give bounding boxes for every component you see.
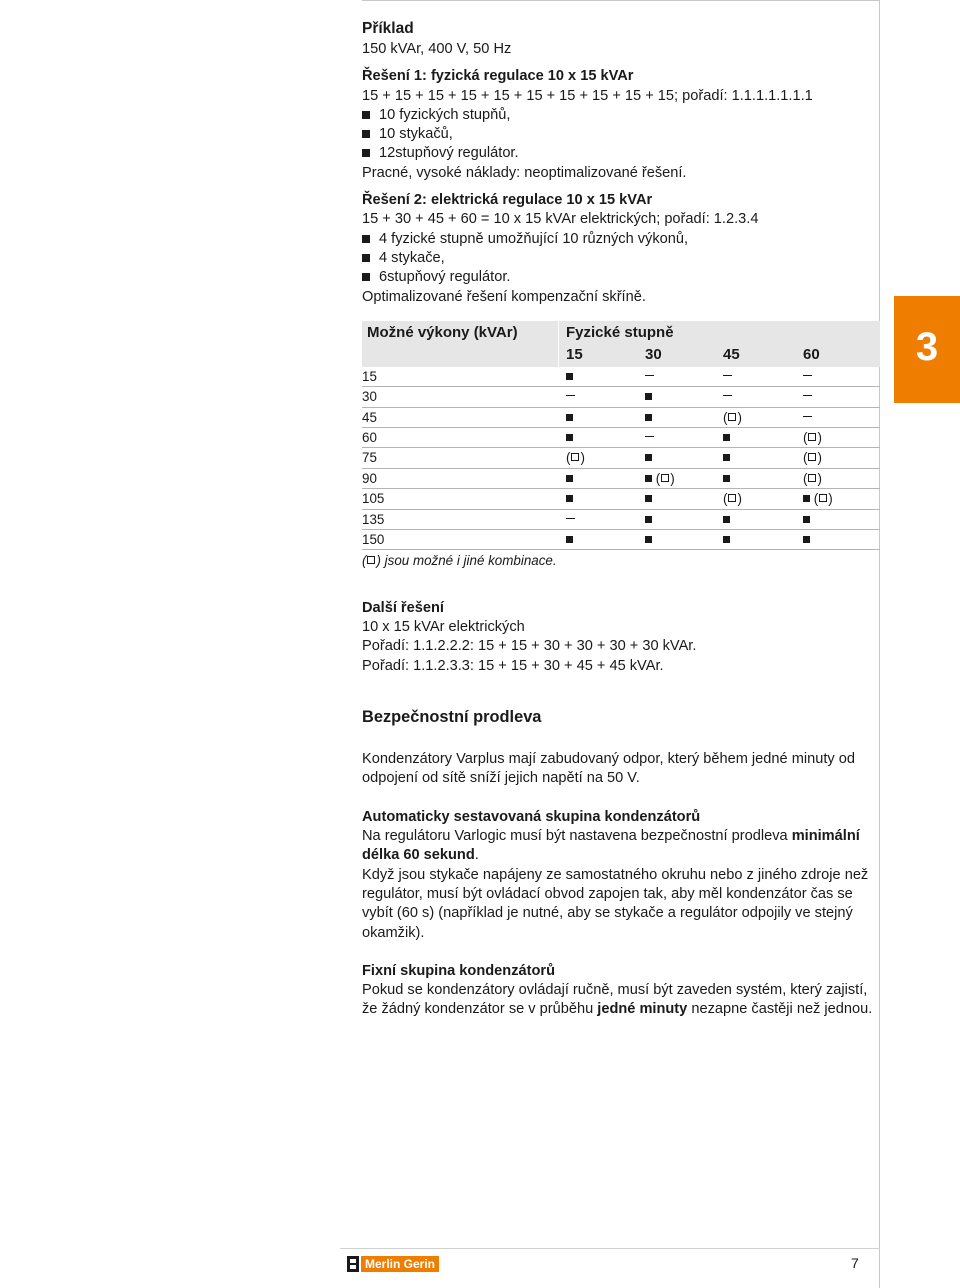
filled-square-icon (645, 536, 652, 543)
dash-icon (645, 436, 654, 437)
filled-square-icon (723, 475, 730, 482)
solution2-bullet: 6stupňový regulátor. (362, 268, 880, 287)
table-row (362, 448, 880, 468)
open-square-icon (571, 453, 579, 461)
solution1-bullet: 12stupňový regulátor. (362, 144, 880, 163)
stage-cell (645, 387, 652, 406)
row-power-value: 105 (362, 491, 385, 507)
stage-cell: ( ) (803, 450, 822, 466)
filled-square-icon (566, 434, 573, 441)
fixed-title: Fixní skupina kondenzátorů (362, 962, 555, 979)
stage-cell (645, 408, 652, 427)
stage-header: 60 (803, 345, 820, 363)
filled-square-icon (723, 536, 730, 543)
filled-square-icon (803, 536, 810, 543)
row-power-value: 45 (362, 409, 377, 425)
table-row (362, 530, 880, 550)
filled-square-icon (566, 495, 573, 502)
dash-icon (723, 395, 732, 396)
filled-square-icon (723, 454, 730, 461)
stage-cell: ( ) (803, 430, 822, 446)
stage-header: 30 (645, 345, 662, 363)
open-square-icon (728, 413, 736, 421)
stage-cell (723, 428, 730, 447)
filled-square-icon (723, 434, 730, 441)
dash-icon (645, 375, 654, 376)
filled-square-icon (645, 516, 652, 523)
dash-icon (723, 375, 732, 376)
stage-cell (566, 510, 575, 529)
filled-square-icon (723, 516, 730, 523)
stage-cell: ( ) (723, 409, 742, 425)
row-power-value: 75 (362, 450, 377, 466)
stage-cell (803, 530, 810, 549)
row-power-value: 150 (362, 531, 385, 547)
filled-square-icon (566, 414, 573, 421)
solution2-note: Optimalizované řešení kompenzační skříně. (362, 288, 646, 305)
auto-text-1b: minimální délka 60 sekund (362, 828, 860, 864)
other-line: Pořadí: 1.1.2.3.3: 15 + 15 + 30 + 45 + 45 kVAr. (362, 657, 664, 674)
col-header-stages: Fyzické stupně (566, 323, 674, 341)
open-square-icon (808, 453, 816, 461)
stage-cell (723, 510, 730, 529)
open-square-icon (728, 494, 736, 502)
dash-icon (803, 375, 812, 376)
open-square-icon (367, 556, 375, 564)
row-power-value: 30 (362, 389, 377, 405)
open-square-icon (661, 474, 669, 482)
row-power-value: 90 (362, 470, 377, 486)
chapter-tab-number: 3 (915, 325, 939, 369)
stage-cell (566, 428, 573, 447)
row-power-value: 135 (362, 511, 385, 527)
fixed-text-a: Pokud se kondenzátory ovládají ručně, musí být zaveden systém, který zajistí, že žádný kondenzátor se v průběhu (362, 982, 868, 1018)
stage-cell (645, 489, 652, 508)
fixed-text-b: jedné minuty (597, 1001, 688, 1018)
stages-table (362, 321, 880, 571)
solution1-bullet: 10 stykačů, (362, 125, 880, 144)
dash-icon (803, 416, 812, 417)
stage-cell (645, 428, 654, 447)
open-square-icon (808, 474, 816, 482)
stage-cell (566, 530, 573, 549)
solution2-bullet: 4 fyzické stupně umožňující 10 různých výkonů, (362, 230, 880, 249)
table-row (362, 510, 880, 530)
auto-text-1a: Na regulátoru Varlogic musí být nastavena bezpečnostní prodleva (362, 828, 792, 845)
auto-text-1 (362, 827, 880, 866)
table-row (362, 367, 880, 387)
auto-text-1c: . (474, 847, 479, 864)
other-line: 10 x 15 kVAr elektrických (362, 618, 525, 635)
other-title: Další řešení (362, 599, 444, 616)
stage-cell (566, 469, 573, 488)
stage-header: 15 (566, 345, 583, 363)
stage-cell (803, 510, 810, 529)
solution2-line: 15 + 30 + 45 + 60 = 10 x 15 kVAr elektrických; pořadí: 1.2.3.4 (362, 211, 759, 228)
dash-icon (803, 395, 812, 396)
stage-cell (566, 408, 573, 427)
chapter-tab (894, 296, 960, 403)
filled-square-icon (566, 475, 573, 482)
table-note-text: jsou možné i jiné kombinace. (384, 553, 557, 569)
safety-title: Bezpečnostní prodleva (362, 707, 542, 726)
stage-cell: ( ) (803, 489, 833, 508)
stage-cell (723, 530, 730, 549)
solution1-bullet: 10 fyzických stupňů, (362, 106, 880, 125)
stage-header: 45 (723, 345, 740, 363)
stage-cell (723, 387, 732, 406)
filled-square-icon (803, 516, 810, 523)
row-power-value: 60 (362, 430, 377, 446)
table-note: ( ) jsou možné i jiné kombinace. (362, 553, 557, 569)
filled-square-icon (803, 495, 810, 502)
stage-cell (645, 367, 654, 386)
stage-cell: ( ) (723, 491, 742, 507)
page-content (362, 18, 880, 1020)
filled-square-icon (645, 475, 652, 482)
col-header-powers: Možné výkony (kVAr) (367, 323, 518, 341)
stage-cell (645, 448, 652, 467)
example-line: 150 kVAr, 400 V, 50 Hz (362, 41, 512, 57)
other-line: Pořadí: 1.1.2.2.2: 15 + 15 + 30 + 30 + 30 + 30 kVAr. (362, 638, 697, 655)
dash-icon (566, 395, 575, 396)
table-row (362, 408, 880, 428)
stage-cell (803, 408, 812, 427)
brand-name: Merlin Gerin (361, 1256, 439, 1272)
filled-square-icon (645, 414, 652, 421)
open-square-icon (819, 494, 827, 502)
page-number: 7 (851, 1255, 859, 1271)
auto-title: Automaticky sestavovaná skupina kondenzátorů (362, 808, 701, 825)
stage-cell (723, 469, 730, 488)
solution1-title: Řešení 1: fyzická regulace 10 x 15 kVAr (362, 68, 634, 85)
solution2-bullet: 4 stykače, (362, 249, 880, 268)
stage-cell (803, 387, 812, 406)
stage-cell: ( ) (566, 450, 585, 466)
stage-cell (566, 387, 575, 406)
stage-cell (566, 367, 573, 386)
stage-cell (645, 510, 652, 529)
brand-mark-icon (347, 1256, 359, 1272)
table-row (362, 489, 880, 509)
stage-cell (803, 367, 812, 386)
solution1-note: Pracné, vysoké náklady: neoptimalizované řešení. (362, 164, 687, 181)
filled-square-icon (645, 393, 652, 400)
stage-cell (566, 489, 573, 508)
filled-square-icon (566, 373, 573, 380)
header-divider (558, 321, 559, 367)
table-row (362, 469, 880, 489)
dash-icon (566, 518, 575, 519)
table-row (362, 428, 880, 448)
example-title: Příklad (362, 20, 414, 37)
stage-cell: ( ) (645, 469, 675, 488)
stage-cell: ( ) (803, 470, 822, 486)
table-header (362, 321, 880, 367)
footer-rule (340, 1248, 880, 1249)
safety-intro: Kondenzátory Varplus mají zabudovaný odpor, který během jedné minuty od odpojení od sítě sníží jejich napětí na 50 V. (362, 751, 855, 787)
table-body (362, 367, 880, 551)
fixed-text (362, 981, 880, 1020)
filled-square-icon (566, 536, 573, 543)
open-square-icon (808, 433, 816, 441)
solution2-title: Řešení 2: elektrická regulace 10 x 15 kVAr (362, 192, 653, 209)
solution1-line: 15 + 15 + 15 + 15 + 15 + 15 + 15 + 15 + 15 + 15; pořadí: 1.1.1.1.1.1.1 (362, 87, 813, 104)
filled-square-icon (645, 495, 652, 502)
filled-square-icon (645, 454, 652, 461)
auto-text-2: Když jsou stykače napájeny ze samostatného okruhu nebo z jiného zdroje než regulátor, musí být ovládací obvod zapojen tak, aby měl kondenzátor čas se vybít (60 s) (například je nutné, aby se stykače a regulátor odpojily ve stejný okamžik). (362, 866, 869, 941)
fixed-text-c: nezapne častěji než jednou. (687, 1001, 873, 1018)
stage-cell (723, 448, 730, 467)
row-power-value: 15 (362, 368, 377, 384)
stage-cell (723, 367, 732, 386)
stage-cell (645, 530, 652, 549)
table-row (362, 387, 880, 407)
top-rule (362, 0, 880, 1)
